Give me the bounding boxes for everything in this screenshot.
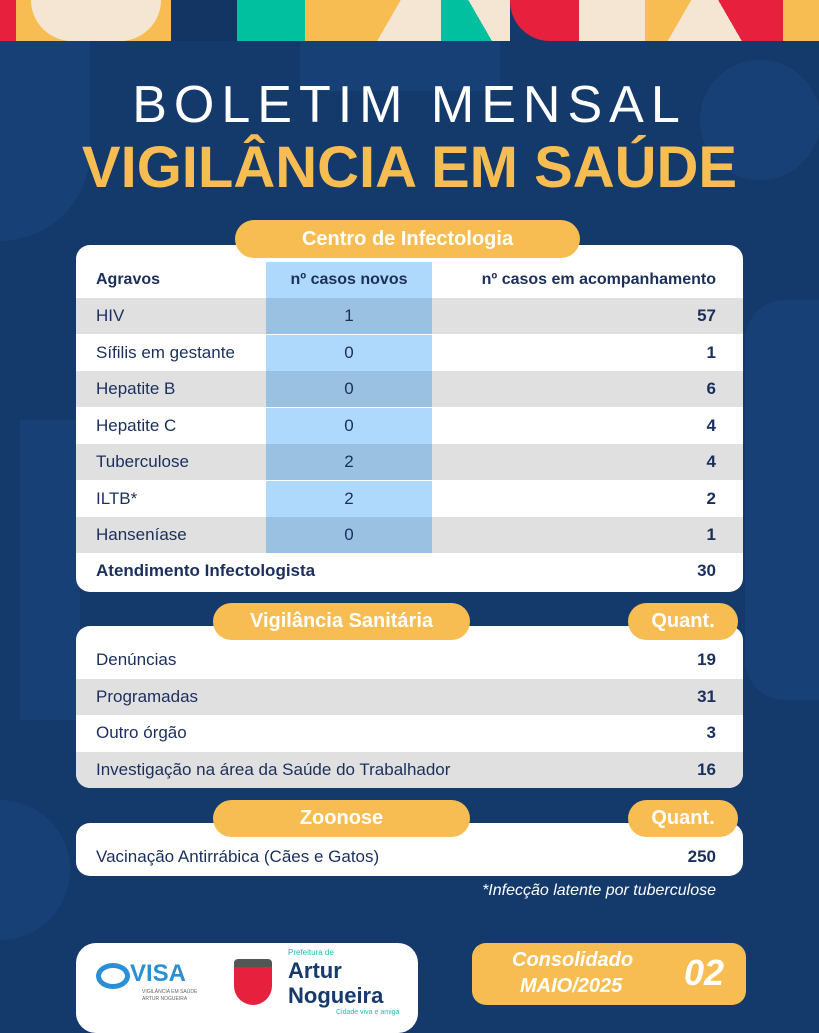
casos-acompanhamento: 6 [706,379,716,398]
consolidado-label: Consolidado [512,949,634,971]
city-name-2: Nogueira [288,983,384,1008]
item-name: Programadas [96,686,199,706]
agravo-name: HIV [96,306,125,325]
agravo-name: Tuberculose [96,452,189,471]
item-name: Outro órgão [96,723,187,742]
table-row [76,679,743,715]
agravo-name: Hepatite C [96,415,177,435]
zoonose-quant: Quant. [628,800,738,837]
casos-acompanhamento: 1 [706,342,716,362]
casos-novos: 0 [266,335,432,371]
casos-novos: 1 [266,298,432,334]
casos-novos: 2 [266,444,432,480]
table-row [76,517,743,553]
casos-novos: 0 [266,517,432,553]
visa-wordmark: VISA [130,960,187,987]
bulletin-title: BOLETIM MENSAL [132,76,687,134]
table-row [76,335,743,371]
edition-number: 02 [684,952,725,993]
zoonose-title: Zoonose [213,800,470,837]
casos-novos: 0 [266,371,432,407]
table-row-total [76,553,743,589]
agravo-name: Hanseníase [96,525,187,544]
item-value: 31 [697,686,716,706]
sanitaria-title: Vigilância Sanitária [213,603,470,640]
footnote: *Infecção latente por tuberculose [482,882,716,899]
col-agravos: Agravos [96,271,161,288]
city-name-1: Artur [288,958,342,983]
total-label: Atendimento Infectologista [96,561,316,580]
item-name: Investigação na área da Saúde do Trabalhador [96,759,451,779]
table-header [76,262,743,298]
casos-acompanhamento: 2 [706,488,716,508]
city-slogan: Cidade viva e amiga [336,1009,400,1016]
decorative-top-strip [0,0,819,41]
coat-of-arms-icon [234,959,272,1005]
item-name: Denúncias [96,650,177,669]
col-novos: nº casos novos [266,262,432,298]
agravo-name: ILTB* [96,488,138,508]
casos-acompanhamento: 1 [706,525,716,544]
visa-subtitle-2: ARTUR NOGUEIRA [142,996,188,1002]
logos-panel [76,943,418,1033]
prefeitura-label: Prefeitura de [288,948,334,957]
table-row [76,481,743,517]
item-value: 250 [687,847,716,866]
visa-logo [96,961,206,1007]
artur-nogueira-logo [288,948,399,1017]
item-value: 19 [697,650,716,669]
consolidado-badge [472,943,746,1005]
bulletin-subtitle: VIGILÂNCIA EM SAÚDE [81,135,738,200]
casos-acompanhamento: 4 [706,415,716,435]
agravo-name: Hepatite B [96,379,176,398]
total-value: 30 [697,561,716,580]
table-row [76,839,743,875]
col-acompanhamento: nº casos em acompanhamento [481,271,716,288]
sanitaria-quant: Quant. [628,603,738,640]
infectologia-table [76,245,743,592]
table-row [76,371,743,407]
casos-novos: 2 [266,481,432,517]
agravo-name: Sífilis em gestante [96,342,235,362]
visa-subtitle-1: VIGILÂNCIA EM SAÚDE [142,989,198,995]
table-row [76,642,743,678]
item-value: 3 [706,723,716,742]
casos-acompanhamento: 57 [697,306,716,325]
table-row [76,715,743,751]
table-row [76,752,743,788]
casos-acompanhamento: 4 [706,452,716,471]
sanitaria-table [76,626,743,788]
casos-novos: 0 [266,408,432,444]
item-name: Vacinação Antirrábica (Cães e Gatos) [96,847,380,866]
magnifier-eye-icon [96,963,130,989]
infectologia-title: Centro de Infectologia [235,220,580,258]
table-row [76,408,743,444]
table-row [76,298,743,334]
table-row [76,444,743,480]
item-value: 16 [697,759,716,779]
consolidado-period: MAIO/2025 [520,975,623,997]
